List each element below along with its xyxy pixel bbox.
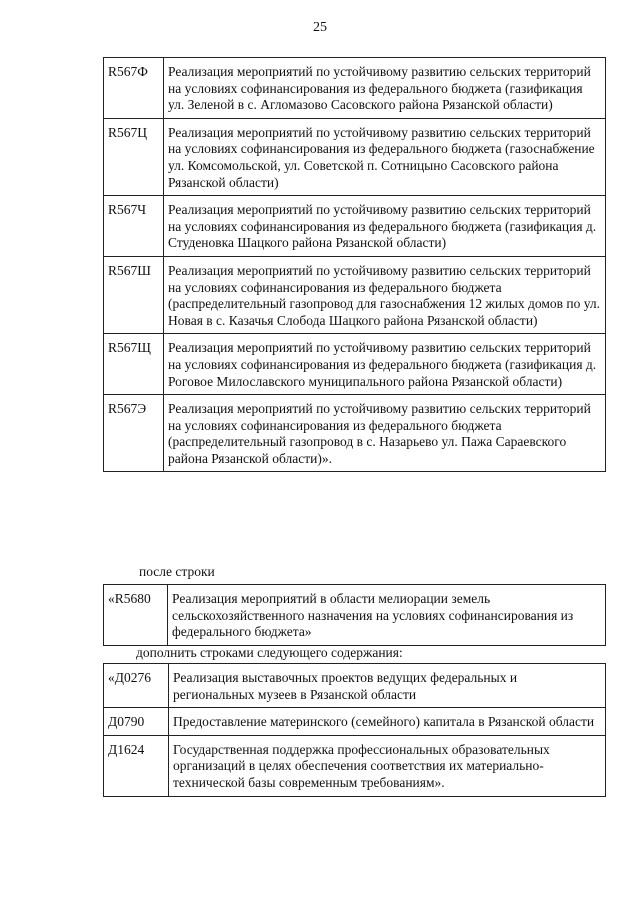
row-code: Д0790 (104, 708, 169, 736)
table-row (104, 735, 606, 796)
budget-codes-table-bottom (103, 663, 606, 797)
row-code: R567Ш (104, 256, 164, 333)
row-code: R567Э (104, 395, 164, 472)
row-code: R567Ц (104, 118, 164, 195)
table-row (104, 395, 606, 472)
table-row (104, 708, 606, 736)
table-row (104, 334, 606, 395)
row-description: Реализация мероприятий по устойчивому развитию сельских территорий на условиях софинансирования из федерального бюджета (газификация д. Студеновка Шацкого района Рязанской области) (164, 196, 606, 257)
row-description: Реализация мероприятий по устойчивому развитию сельских территорий на условиях софинансирования из федерального бюджета (распределительный газопровод для газоснабжения 12 жилых домов по ул. Новая в с. Казачья Слобода Шацкого района Рязанской области) (164, 256, 606, 333)
budget-codes-table-top (103, 57, 606, 472)
table-row (104, 256, 606, 333)
row-description: Предоставление материнского (семейного) капитала в Рязанской области (169, 708, 606, 736)
row-description: Реализация мероприятий по устойчивому развитию сельских территорий на условиях софинансирования из федерального бюджета (распределительный газопровод в с. Назарьево ул. Пажа Сараевского района Рязанской области)». (164, 395, 606, 472)
row-description: Реализация мероприятий в области мелиорации земель сельскохозяйственного назначения на условиях софинансирования из федерального бюджета» (168, 585, 606, 646)
table-row (104, 118, 606, 195)
row-code: R567Ч (104, 196, 164, 257)
row-description: Реализация мероприятий по устойчивому развитию сельских территорий на условиях софинансирования из федерального бюджета (газификация д. Роговое Милославского муниципального района Рязанской области) (164, 334, 606, 395)
row-description: Государственная поддержка профессиональных образовательных организаций в целях обеспечения соответствия их материально-технической базы современным требованиям». (169, 735, 606, 796)
row-code: «Д0276 (104, 664, 169, 708)
row-code: Д1624 (104, 735, 169, 796)
page-number: 25 (313, 20, 327, 35)
row-description: Реализация мероприятий по устойчивому развитию сельских территорий на условиях софинансирования из федерального бюджета (газоснабжение ул. Комсомольской, ул. Советской п. Сотницыно Сасовского района Рязанской области) (164, 118, 606, 195)
after-row-note: после строки (139, 564, 215, 579)
budget-codes-table-middle (103, 584, 606, 646)
add-rows-note: дополнить строками следующего содержания: (136, 645, 403, 660)
table-row (104, 585, 606, 646)
table-row (104, 196, 606, 257)
row-description: Реализация выставочных проектов ведущих федеральных и региональных музеев в Рязанской области (169, 664, 606, 708)
row-code: «R5680 (104, 585, 168, 646)
row-description: Реализация мероприятий по устойчивому развитию сельских территорий на условиях софинансирования из федерального бюджета (газификация ул. Зеленой в с. Агломазово Сасовского района Рязанской области) (164, 58, 606, 119)
table-row (104, 664, 606, 708)
row-code: R567Ф (104, 58, 164, 119)
row-code: R567Щ (104, 334, 164, 395)
table-row (104, 58, 606, 119)
